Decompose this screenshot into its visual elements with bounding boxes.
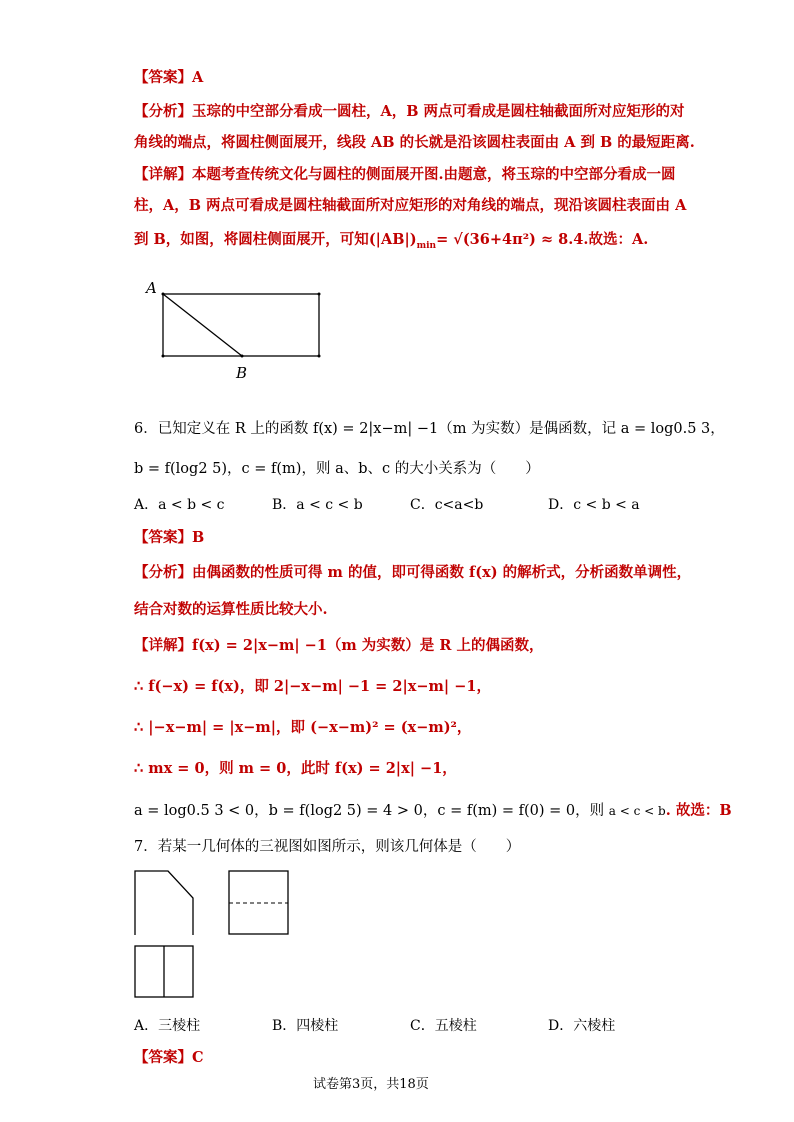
q6-analysis-line1: 【分析】由偶函数的性质可得 m 的值，即可得函数 f(x) 的解析式，分析函数单调性， [134, 564, 692, 581]
q6-stem-line1: 6．已知定义在 R 上的函数 f(x) = 2|x−m| −1（m 为实数）是偶函数，记 a = log0.5 3， [134, 421, 725, 437]
q6-detail-line4: ∴ mx = 0，则 m = 0，此时 f(x) = 2|x| −1， [134, 760, 457, 777]
figure-rectangle [163, 294, 319, 356]
q5-analysis-line2: 角线的端点，将圆柱侧面展开，线段 AB 的长就是沿该圆柱表面由 A 到 B 的最短距离. [134, 134, 695, 151]
figure-point-br [318, 355, 321, 358]
q7-stem: 7．若某一几何体的三视图如图所示，则该几何体是（ ） [134, 839, 521, 855]
figure-point-b [241, 355, 244, 358]
figure-point-a [162, 293, 165, 296]
figure-point-tr [318, 293, 321, 296]
q5-detail-line3: 到 B，如图，将圆柱侧面展开，可知$(|AB|)_{min}= √(36+4\pi^2) \approx 8.4$.故选：A. [134, 231, 649, 251]
q6-option-a[interactable]: A．a < b < c [134, 497, 225, 513]
page-footer: 试卷第3页，共18页 [313, 1077, 429, 1092]
q5-analysis-line1: 【分析】玉琮的中空部分看成一圆柱，A，B 两点可看成是圆柱轴截面所对应矩形的对 [134, 103, 685, 120]
q6-detail-line3: ∴ |−x−m| = |x−m|，即 (−x−m)² = (x−m)²， [134, 719, 472, 736]
q5-detail-line1: 【详解】本题考查传统文化与圆柱的侧面展开图.由题意，将玉琮的中空部分看成一圆 [134, 166, 676, 183]
unrolled-cylinder-figure [160, 292, 322, 358]
figure-diagonal-ab [163, 294, 242, 356]
q6-answer: 【答案】B [134, 529, 205, 546]
figure-label-b: B [236, 364, 248, 382]
q6-stem-line2: b = f(log2 5)，c = f(m)，则 a、b、c 的大小关系为（ ） [134, 461, 540, 477]
q6-option-d[interactable]: D．c < b < a [548, 497, 640, 513]
q7-answer: 【答案】C [134, 1049, 204, 1066]
figure-label-a: A [146, 279, 157, 297]
q5-answer: 【答案】A [134, 69, 204, 86]
q6-analysis-line2: 结合对数的运算性质比较大小. [134, 601, 328, 618]
q7-side-view [228, 870, 290, 936]
q6-detail-line5: a = log0.5 3 < 0，b = f(log2 5) = 4 > 0，c = f(m) = f(0) = 0，则 a < c < b. 故选：B [134, 802, 732, 819]
q7-option-b[interactable]: B．四棱柱 [272, 1018, 339, 1034]
figure-point-bl [162, 355, 165, 358]
q7-option-d[interactable]: D．六棱柱 [548, 1018, 616, 1034]
q6-detail-line1: 【详解】f(x) = 2|x−m| −1（m 为实数）是 R 上的偶函数， [134, 637, 544, 654]
q6-detail-line2: ∴ f(−x) = f(x)，即 2|−x−m| −1 = 2|x−m| −1， [134, 678, 491, 695]
q7-top-view [134, 945, 196, 999]
q7-option-c[interactable]: C．五棱柱 [410, 1018, 477, 1034]
q7-front-view [134, 870, 196, 936]
q6-option-c[interactable]: C．c<a<b [410, 497, 484, 513]
q6-option-b[interactable]: B．a < c < b [272, 497, 363, 513]
q7-option-a[interactable]: A．三棱柱 [134, 1018, 201, 1034]
q5-detail-line2: 柱，A，B 两点可看成是圆柱轴截面所对应矩形的对角线的端点，现沿该圆柱表面由 A [134, 197, 687, 214]
